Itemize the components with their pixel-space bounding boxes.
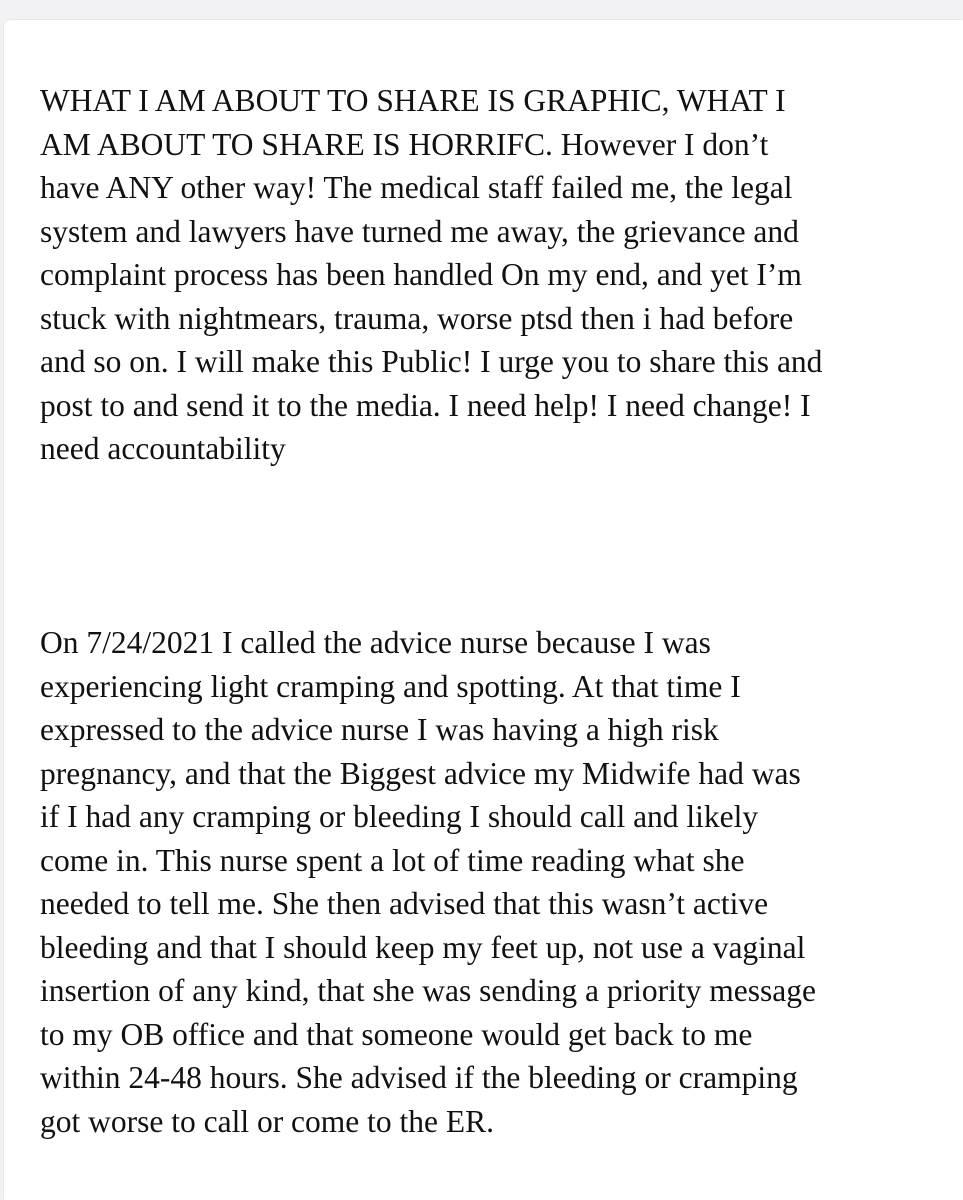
- statement-paragraph-intro: WHAT I AM ABOUT TO SHARE IS GRAPHIC, WHAT I AM ABOUT TO SHARE IS HORRIFC. However I don’t have ANY other way! The medical staff failed me, the legal system and lawyers have turned me away, the grievance and complaint process has been handled On my end, and yet I’m stuck with nightmears, trauma, worse ptsd then i had before and so on. I will make this Public! I urge you to share this and post to and send it to the media. I need help! I need change! I need accountability: [40, 83, 823, 466]
- statement-paragraph-account: On 7/24/2021 I called the advice nurse because I was experiencing light cramping and spotting. At that time I expressed to the advice nurse I was having a high risk pregnancy, and that the Biggest advice my Midwife had was if I had any cramping or bleeding I should call and likely come in. This nurse spent a lot of time reading what she needed to tell me. She then advised that this wasn’t active bleeding and that I should keep my feet up, not use a vaginal insertion of any kind, that she was sending a priority message to my OB office and that someone would get back to me within 24-48 hours. She advised if the bleeding or cramping got worse to call or come to the ER.: [40, 625, 816, 1139]
- document-page: [4, 20, 963, 1200]
